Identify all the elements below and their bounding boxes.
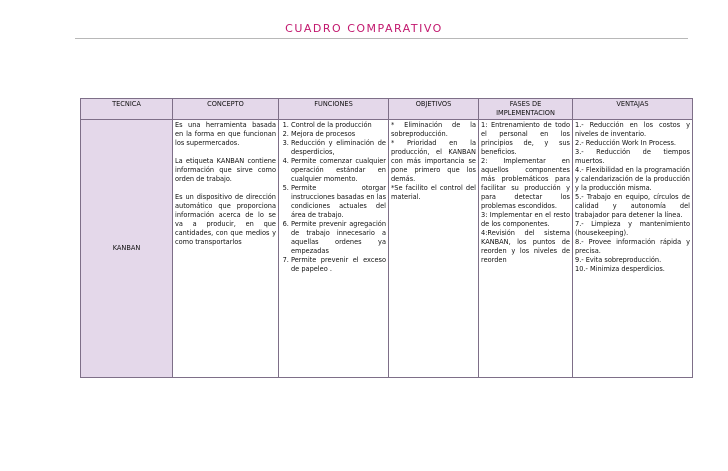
list-item: 5. Permite otorgar instrucciones basadas en las condiciones actuales del área de trabajo. bbox=[291, 184, 386, 220]
ventaja-item: 4.- Flexibilidad en la programación y calendarización de la producción y la producción misma. bbox=[575, 166, 690, 192]
ventaja-item: 10.- Minimiza desperdicios. bbox=[575, 265, 665, 273]
ventaja-item: 2.- Reducción Work In Process. bbox=[575, 139, 676, 147]
fase-item: 3: Implementar en el resto de los componentes. bbox=[481, 211, 570, 228]
cell-ventajas bbox=[573, 120, 693, 378]
cell-concepto bbox=[173, 120, 279, 378]
title-divider bbox=[75, 38, 688, 39]
table-row bbox=[81, 120, 693, 378]
funciones-list bbox=[281, 121, 386, 274]
ventaja-item: 7.- Limpieza y mantenimiento (housekeeping). bbox=[575, 220, 690, 237]
list-item: 6. Permite prevenir agregación de trabajo innecesario a aquellas ordenes ya empezadas bbox=[291, 220, 386, 256]
document-title: CUADRO COMPARATIVO bbox=[285, 22, 443, 35]
fase-item: 2: Implementar en aquellos componentes más problemáticos para facilitar su producción y para detectar los problemas escondidos. bbox=[481, 157, 570, 210]
cell-funciones bbox=[279, 120, 389, 378]
list-item: 1. Control de la producción bbox=[291, 121, 386, 130]
fase-item: 4:Revisión del sistema KANBAN, los puntos de reorden y los niveles de reorden bbox=[481, 229, 570, 264]
table-header-row bbox=[81, 99, 693, 120]
concepto-paragraph: La etiqueta KANBAN contiene información que sirve como orden de trabajo. bbox=[175, 157, 276, 183]
header-funciones: FUNCIONES bbox=[279, 99, 389, 120]
header-ventajas: VENTAJAS bbox=[573, 99, 693, 120]
list-item: 7. Permite prevenir el exceso de papeleo . bbox=[291, 256, 386, 274]
concepto-paragraph: Es un dispositivo de dirección automático que proporciona información acerca de lo se va a producir, en que cantidades, con que medios y como transportarlos bbox=[175, 193, 276, 246]
header-objetivos: OBJETIVOS bbox=[389, 99, 479, 120]
ventaja-item: 3.- Reducción de tiempos muertos. bbox=[575, 148, 690, 165]
comparison-table bbox=[80, 98, 693, 378]
cell-fases bbox=[479, 120, 573, 378]
header-fases: FASES DE IMPLEMENTACION bbox=[479, 99, 573, 120]
ventaja-item: 8.- Provee información rápida y precisa. bbox=[575, 238, 690, 255]
objetivo-item: *Se facilito el control del material. bbox=[391, 184, 476, 201]
cell-tecnica: KANBAN bbox=[81, 120, 173, 378]
ventaja-item: 9.- Evita sobreproducción. bbox=[575, 256, 662, 264]
objetivo-item: * Eliminación de la sobreproducción. bbox=[391, 121, 476, 138]
fase-item: 1: Entrenamiento de todo el personal en los principios de, y sus beneficios. bbox=[481, 121, 570, 156]
concepto-paragraph: Es una herramienta basada en la forma en que funcionan los supermercados. bbox=[175, 121, 276, 147]
list-item: 3. Reducción y eliminación de desperdicios, bbox=[291, 139, 386, 157]
header-tecnica: TECNICA bbox=[81, 99, 173, 120]
cell-objetivos bbox=[389, 120, 479, 378]
list-item: 4. Permite comenzar cualquier operación estándar en cualquier momento. bbox=[291, 157, 386, 184]
ventaja-item: 1.- Reducción en los costos y niveles de inventario. bbox=[575, 121, 690, 138]
objetivo-item: * Prioridad en la producción, el KANBAN con más importancia se pone primero que los demás. bbox=[391, 139, 476, 183]
list-item: 2. Mejora de procesos bbox=[291, 130, 386, 139]
header-concepto: CONCEPTO bbox=[173, 99, 279, 120]
ventaja-item: 5.- Trabajo en equipo, círculos de calidad y autonomía del trabajador para detener la línea. bbox=[575, 193, 690, 219]
